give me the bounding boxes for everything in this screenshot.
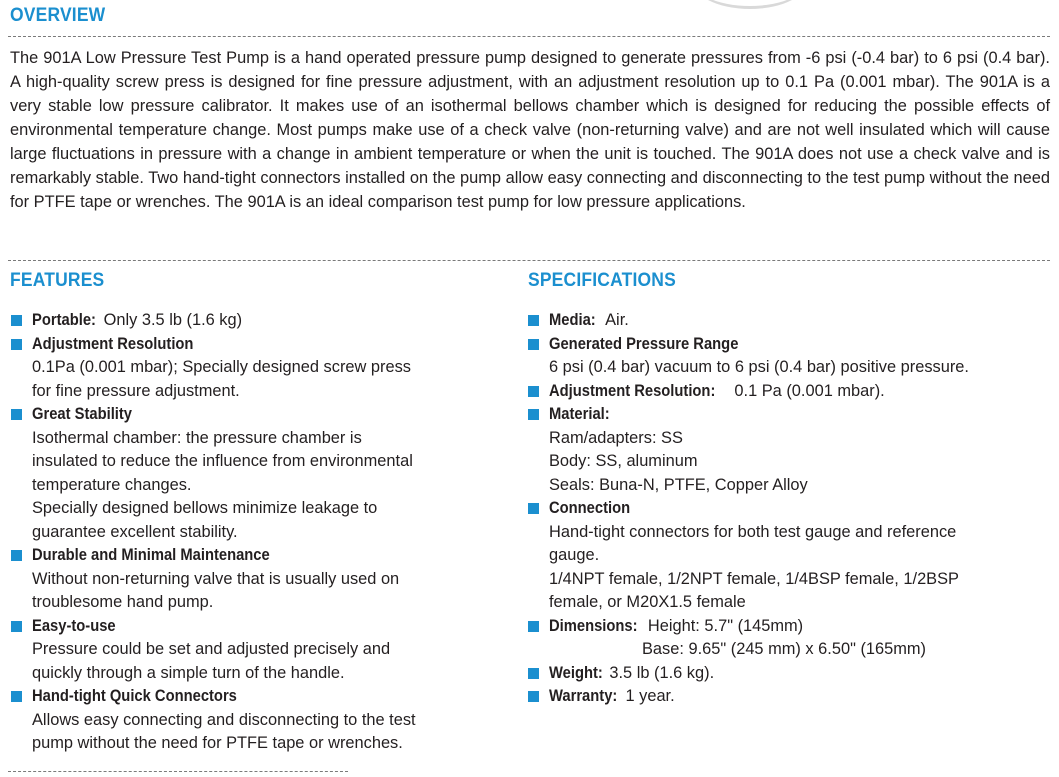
bullet-square-icon: [528, 503, 539, 514]
decorative-arc: [690, 0, 810, 9]
divider-bottom: [8, 771, 348, 772]
feature-text-line: temperature changes.: [32, 475, 192, 494]
feature-label: Great Stability: [32, 405, 133, 423]
spec-text-line: gauge.: [549, 546, 600, 564]
spec-label: Connection: [549, 499, 631, 517]
spec-item-connection: [527, 497, 1055, 615]
overview-heading: OVERVIEW: [10, 5, 106, 26]
spec-inline-text: Air.: [596, 311, 629, 329]
feature-item-durable: [10, 544, 510, 615]
feature-label: Hand-tight Quick Connectors: [32, 687, 237, 705]
spec-text-line: Base: 9.65" (245 mm) x 6.50" (165mm): [642, 640, 927, 658]
spec-inline-text: 0.1 Pa (0.001 mbar).: [729, 381, 885, 400]
spec-label: Media:: [549, 311, 596, 329]
feature-text-line: Isothermal chamber: the pressure chamber is: [32, 428, 362, 447]
feature-item-portable: [10, 309, 510, 333]
bullet-square-icon: [11, 550, 22, 561]
feature-label: Portable:: [32, 311, 96, 329]
spec-text-line: Seals: Buna-N, PTFE, Copper Alloy: [549, 475, 808, 494]
feature-text-line: pump without the need for PTFE tape or wrenches.: [32, 734, 403, 752]
feature-label: Adjustment Resolution: [32, 334, 194, 353]
feature-text-line: for fine pressure adjustment.: [32, 381, 240, 400]
divider-middle: [8, 260, 1050, 261]
feature-text-line: Without non-returning valve that is usually used on: [32, 569, 400, 588]
feature-inline-text: Only 3.5 lb (1.6 kg): [99, 311, 243, 329]
overview-paragraph: The 901A Low Pressure Test Pump is a hand operated pressure pump designed to generate pressures from -6 psi (-0.4 bar) to 6 psi (0.4 bar). A high-quality screw press is designed for fine pressure adjustment, with an adjustment resolution up to 0.1 Pa (0.001 mbar). The 901A is a very stable low pressure calibrator. It makes use of an isothermal bellows chamber which is designed for reducing the possible effects of environmental temperature change. Most pumps make use of a check valve (non-returning valve) and are not well insulated which will cause large fluctuations in pressure with a change in ambient temperature or when the unit is touched. The 901A does not use a check valve and is remarkably stable. Two hand-tight connectors installed on the pump allow easy connecting and disconnecting to the test pump without the need for PTFE tape or wrenches. The 901A is an ideal comparison test pump for low pressure applications.: [10, 49, 1050, 211]
feature-text-line: guarantee excellent stability.: [32, 522, 238, 541]
feature-text-line: 0.1Pa (0.001 mbar); Specially designed screw press: [32, 358, 411, 376]
spec-label: Weight:: [549, 663, 603, 682]
bullet-square-icon: [11, 409, 22, 420]
bullet-square-icon: [11, 691, 22, 702]
feature-label: Durable and Minimal Maintenance: [32, 546, 270, 564]
bullet-square-icon: [528, 409, 539, 420]
spec-text-line: Ram/adapters: SS: [549, 428, 683, 447]
spec-inline-text: 1 year.: [620, 687, 675, 705]
bullet-square-icon: [528, 386, 539, 397]
feature-item-adjustment-resolution: [10, 333, 510, 404]
spec-item-dimensions: [527, 615, 1055, 662]
feature-label: Easy-to-use: [32, 616, 116, 635]
feature-item-great-stability: [10, 403, 510, 544]
feature-item-quick-connectors: [10, 685, 510, 756]
spec-label: Dimensions:: [549, 616, 638, 635]
spec-text-line: 1/4NPT female, 1/2NPT female, 1/4BSP female, 1/2BSP: [549, 569, 959, 588]
spec-item-adjustment-resolution: [527, 380, 1055, 404]
feature-text-line: troublesome hand pump.: [32, 593, 214, 611]
feature-item-easy-to-use: [10, 615, 510, 686]
bullet-square-icon: [528, 668, 539, 679]
bullet-square-icon: [11, 315, 22, 326]
feature-text-line: quickly through a simple turn of the handle.: [32, 663, 345, 682]
spec-inline-text: Height: 5.7" (145mm): [643, 616, 804, 635]
spec-label: Material:: [549, 405, 610, 423]
feature-text-line: insulated to reduce the influence from environmental: [32, 452, 413, 470]
bullet-square-icon: [528, 691, 539, 702]
bullet-square-icon: [528, 621, 539, 632]
spec-label: Generated Pressure Range: [549, 334, 739, 353]
bullet-square-icon: [11, 621, 22, 632]
specifications-heading: SPECIFICATIONS: [528, 270, 676, 291]
divider-top: [8, 36, 1050, 37]
spec-item-media: [527, 309, 1055, 333]
feature-text-line: Pressure could be set and adjusted precisely and: [32, 640, 391, 658]
feature-text-line: Specially designed bellows minimize leakage to: [32, 499, 378, 517]
spec-item-weight: [527, 662, 1055, 686]
spec-item-material: [527, 403, 1055, 497]
bullet-square-icon: [528, 339, 539, 350]
feature-text-line: Allows easy connecting and disconnecting to the test: [32, 710, 416, 729]
bullet-square-icon: [528, 315, 539, 326]
spec-inline-text: 3.5 lb (1.6 kg).: [604, 663, 715, 682]
spec-label: Adjustment Resolution:: [549, 381, 716, 400]
spec-text-line: 6 psi (0.4 bar) vacuum to 6 psi (0.4 bar) positive pressure.: [549, 358, 969, 376]
spec-text-line: Hand-tight connectors for both test gauge and reference: [549, 522, 957, 541]
spec-label: Warranty:: [549, 687, 618, 705]
features-heading: FEATURES: [10, 270, 105, 291]
bullet-square-icon: [11, 339, 22, 350]
spec-item-warranty: [527, 685, 1055, 709]
spec-text-line: female, or M20X1.5 female: [549, 593, 746, 611]
spec-text-line: Body: SS, aluminum: [549, 452, 698, 470]
spec-item-pressure-range: [527, 333, 1055, 380]
features-list: [10, 309, 510, 756]
specifications-list: [527, 309, 1055, 709]
